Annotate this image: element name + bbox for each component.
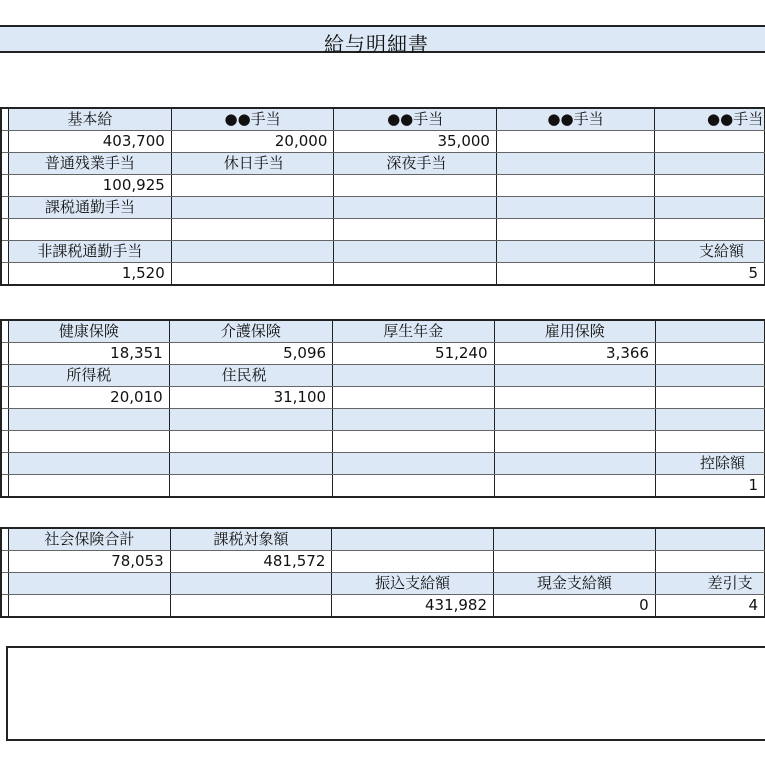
payments-cell: 非課税通勤手当 bbox=[8, 241, 171, 263]
deductions-cell bbox=[333, 431, 494, 453]
summary-cell bbox=[655, 528, 764, 551]
payments-cell: 100,925 bbox=[8, 175, 171, 197]
summary-table bbox=[0, 527, 765, 618]
row-edge-cell bbox=[1, 528, 9, 551]
payments-cell bbox=[655, 131, 765, 153]
deductions-cell bbox=[169, 431, 332, 453]
document-title-bar bbox=[0, 25, 765, 56]
deductions-cell bbox=[333, 387, 494, 409]
payments-cell: 403,700 bbox=[8, 131, 171, 153]
deductions-cell bbox=[656, 343, 765, 365]
payments-row-5 bbox=[1, 219, 765, 241]
summary-cell: 0 bbox=[494, 595, 656, 618]
deductions-cell bbox=[494, 387, 655, 409]
payments-row-7 bbox=[1, 263, 765, 286]
deductions-row-5 bbox=[1, 431, 765, 453]
summary-cell: 481,572 bbox=[170, 551, 332, 573]
payments-row-4 bbox=[1, 197, 765, 219]
payments-cell bbox=[496, 131, 654, 153]
deductions-cell: 厚生年金 bbox=[333, 320, 494, 343]
row-edge-cell bbox=[1, 431, 9, 453]
summary-cell bbox=[9, 573, 171, 595]
payments-cell bbox=[171, 241, 334, 263]
deductions-cell bbox=[169, 453, 332, 475]
row-edge-cell bbox=[1, 175, 8, 197]
row-edge-cell bbox=[1, 365, 9, 387]
payments-cell bbox=[496, 153, 654, 175]
deductions-row-3 bbox=[1, 387, 765, 409]
summary-cell bbox=[332, 551, 494, 573]
deductions-cell bbox=[333, 365, 494, 387]
payments-cell bbox=[334, 175, 497, 197]
payments-cell bbox=[171, 219, 334, 241]
row-edge-cell bbox=[1, 409, 9, 431]
deductions-row-6 bbox=[1, 453, 765, 475]
payments-cell bbox=[334, 197, 497, 219]
payments-cell: ●●手当 bbox=[655, 108, 765, 131]
row-edge-cell bbox=[1, 343, 9, 365]
deductions-cell: 20,010 bbox=[9, 387, 170, 409]
deductions-cell: 雇用保険 bbox=[494, 320, 655, 343]
deductions-cell: 51,240 bbox=[333, 343, 494, 365]
summary-cell bbox=[170, 595, 332, 618]
deductions-cell: 介護保険 bbox=[169, 320, 332, 343]
payments-table bbox=[0, 107, 765, 286]
deductions-cell bbox=[494, 475, 655, 498]
summary-cell: 課税対象額 bbox=[170, 528, 332, 551]
payments-cell bbox=[171, 197, 334, 219]
summary-cell bbox=[332, 528, 494, 551]
deductions-cell bbox=[169, 475, 332, 498]
payments-cell: 課税通勤手当 bbox=[8, 197, 171, 219]
deductions-cell: 5,096 bbox=[169, 343, 332, 365]
summary-cell: 78,053 bbox=[9, 551, 171, 573]
payments-cell bbox=[334, 219, 497, 241]
row-edge-cell bbox=[1, 595, 9, 618]
payments-cell: 休日手当 bbox=[171, 153, 334, 175]
payments-cell bbox=[655, 153, 765, 175]
payments-cell: 20,000 bbox=[171, 131, 334, 153]
deductions-cell bbox=[333, 453, 494, 475]
payments-cell: ●●手当 bbox=[496, 108, 654, 131]
payments-row-6 bbox=[1, 241, 765, 263]
deductions-cell: 健康保険 bbox=[9, 320, 170, 343]
payments-cell bbox=[8, 219, 171, 241]
payments-row-3 bbox=[1, 175, 765, 197]
payments-cell bbox=[655, 197, 765, 219]
deductions-cell bbox=[494, 365, 655, 387]
summary-row-0 bbox=[1, 528, 765, 551]
summary-cell: 現金支給額 bbox=[494, 573, 656, 595]
payments-cell: 普通残業手当 bbox=[8, 153, 171, 175]
row-edge-cell bbox=[1, 263, 8, 286]
row-edge-cell bbox=[1, 573, 9, 595]
row-edge-cell bbox=[1, 551, 9, 573]
deductions-row-0 bbox=[1, 320, 765, 343]
row-edge-cell bbox=[1, 320, 9, 343]
row-edge-cell bbox=[1, 131, 8, 153]
deductions-cell: 住民税 bbox=[169, 365, 332, 387]
payments-cell: ●●手当 bbox=[171, 108, 334, 131]
payments-cell bbox=[496, 197, 654, 219]
deductions-table bbox=[0, 319, 765, 498]
payments-cell bbox=[496, 241, 654, 263]
row-edge-cell bbox=[1, 453, 9, 475]
memo-box bbox=[6, 646, 765, 741]
summary-cell bbox=[655, 551, 764, 573]
deductions-row-1 bbox=[1, 343, 765, 365]
summary-cell bbox=[9, 595, 171, 618]
deductions-cell: 所得税 bbox=[9, 365, 170, 387]
payments-cell bbox=[171, 263, 334, 286]
deductions-row-7 bbox=[1, 475, 765, 498]
deductions-cell: 1 bbox=[656, 475, 765, 498]
deductions-cell bbox=[656, 409, 765, 431]
summary-cell: 431,982 bbox=[332, 595, 494, 618]
deductions-cell bbox=[494, 409, 655, 431]
summary-cell bbox=[170, 573, 332, 595]
payments-cell bbox=[334, 241, 497, 263]
deductions-cell bbox=[656, 431, 765, 453]
document-title: 給与明細書 bbox=[324, 32, 429, 56]
deductions-cell bbox=[9, 409, 170, 431]
row-edge-cell bbox=[1, 241, 8, 263]
summary-cell: 振込支給額 bbox=[332, 573, 494, 595]
deductions-row-4 bbox=[1, 409, 765, 431]
deductions-cell bbox=[656, 387, 765, 409]
deductions-cell bbox=[333, 409, 494, 431]
payments-row-2 bbox=[1, 153, 765, 175]
summary-row-2 bbox=[1, 573, 765, 595]
row-edge-cell bbox=[1, 197, 8, 219]
payments-cell: 深夜手当 bbox=[334, 153, 497, 175]
row-edge-cell bbox=[1, 475, 9, 498]
summary-cell bbox=[494, 551, 656, 573]
deductions-cell: 3,366 bbox=[494, 343, 655, 365]
row-edge-cell bbox=[1, 219, 8, 241]
payments-cell bbox=[171, 175, 334, 197]
deductions-cell: 控除額 bbox=[656, 453, 765, 475]
payments-cell: 支給額 bbox=[655, 241, 765, 263]
deductions-cell bbox=[656, 320, 765, 343]
summary-cell: 4 bbox=[655, 595, 764, 618]
summary-row-3 bbox=[1, 595, 765, 618]
deductions-cell: 31,100 bbox=[169, 387, 332, 409]
deductions-cell: 18,351 bbox=[9, 343, 170, 365]
deductions-cell bbox=[333, 475, 494, 498]
row-edge-cell bbox=[1, 108, 8, 131]
payments-cell: 5 bbox=[655, 263, 765, 286]
payments-cell bbox=[496, 175, 654, 197]
payments-cell: ●●手当 bbox=[334, 108, 497, 131]
summary-row-1 bbox=[1, 551, 765, 573]
payments-cell: 基本給 bbox=[8, 108, 171, 131]
deductions-cell bbox=[169, 409, 332, 431]
summary-cell: 社会保険合計 bbox=[9, 528, 171, 551]
payments-cell bbox=[334, 263, 497, 286]
summary-cell bbox=[494, 528, 656, 551]
payments-cell: 35,000 bbox=[334, 131, 497, 153]
payments-cell bbox=[496, 219, 654, 241]
payments-cell bbox=[655, 219, 765, 241]
deductions-row-2 bbox=[1, 365, 765, 387]
payments-cell: 1,520 bbox=[8, 263, 171, 286]
deductions-cell bbox=[9, 431, 170, 453]
summary-cell: 差引支 bbox=[655, 573, 764, 595]
payments-cell bbox=[496, 263, 654, 286]
payments-cell bbox=[655, 175, 765, 197]
deductions-cell bbox=[494, 431, 655, 453]
deductions-cell bbox=[656, 365, 765, 387]
deductions-cell bbox=[494, 453, 655, 475]
deductions-cell bbox=[9, 475, 170, 498]
row-edge-cell bbox=[1, 387, 9, 409]
row-edge-cell bbox=[1, 153, 8, 175]
deductions-cell bbox=[9, 453, 170, 475]
payments-row-0 bbox=[1, 108, 765, 131]
payments-row-1 bbox=[1, 131, 765, 153]
